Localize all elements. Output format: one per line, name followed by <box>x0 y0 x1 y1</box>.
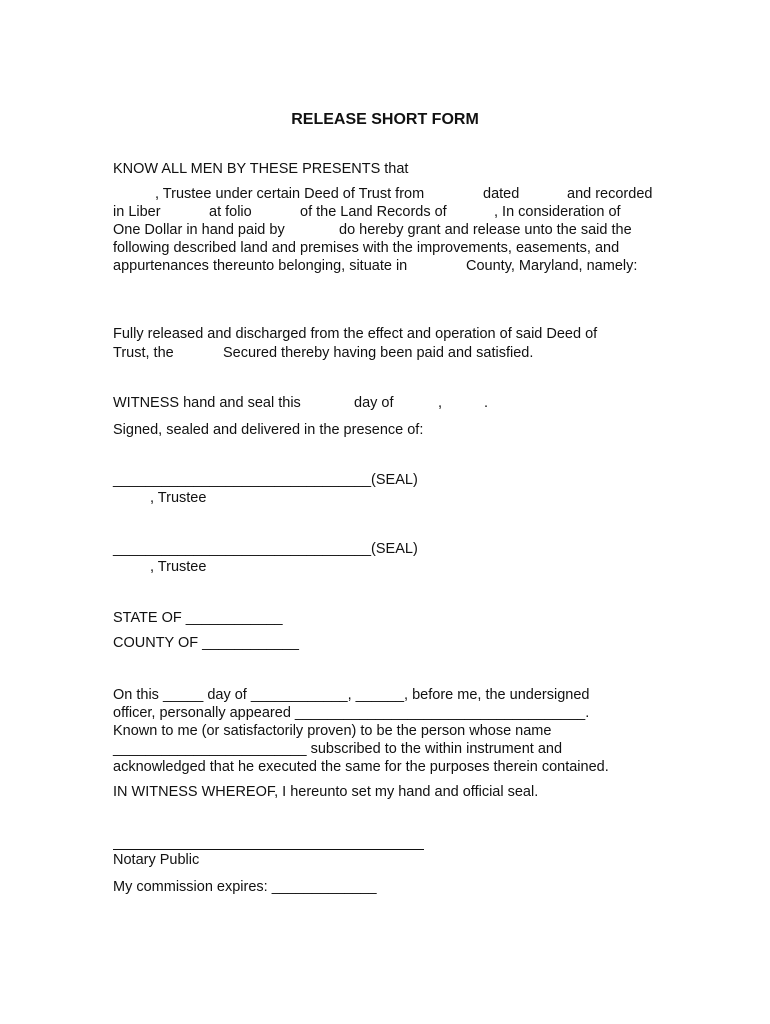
trustee-label-1: , Trustee <box>150 490 207 506</box>
trustee-label-2: , Trustee <box>150 559 207 575</box>
p1-paid-by-text: One Dollar in hand paid by <box>113 222 285 238</box>
p2-line1-text: Fully released and discharged from the effect and operation of said Deed of <box>113 326 598 342</box>
p1-county-text: County, Maryland, namely: <box>466 258 638 274</box>
p1-folio-text: at folio <box>209 204 252 220</box>
commission-expires-text: My commission expires: _____________ <box>113 879 377 895</box>
county-of-text: COUNTY OF ____________ <box>113 635 299 651</box>
p1-land-records-text: of the Land Records of <box>300 204 447 220</box>
p1-dated-text: dated <box>483 186 520 202</box>
p1-grant-text: do hereby grant and release unto the said the <box>339 222 632 238</box>
notary-line-1: On this _____ day of ____________, ______, before me, the undersigned <box>113 687 590 703</box>
p2-secured-text: Secured thereby having been paid and satisfied. <box>223 345 534 361</box>
witness-period: . <box>484 395 489 411</box>
notary-public-label: Notary Public <box>113 852 200 868</box>
signed-sealed-text: Signed, sealed and delivered in the presence of: <box>113 422 424 438</box>
notary-signature-line <box>113 849 424 850</box>
notary-line-5: acknowledged that he executed the same for the purposes therein contained. <box>113 759 609 775</box>
signature-line-1: ________________________________(SEAL) <box>113 472 418 488</box>
witness-day-of-text: day of <box>354 395 394 411</box>
notary-line-2: officer, personally appeared ____________________________________. <box>113 705 590 721</box>
p1-liber-text: in Liber <box>113 204 161 220</box>
p1-appurtenances-text: appurtenances thereunto belonging, situate in <box>113 258 408 274</box>
notary-line-4: ________________________ subscribed to the within instrument and <box>113 741 563 757</box>
in-witness-whereof-text: IN WITNESS WHEREOF, I hereunto set my hand and official seal. <box>113 784 539 800</box>
p1-trustee-text: , Trustee under certain Deed of Trust from <box>155 186 425 202</box>
document-title: RELEASE SHORT FORM <box>291 111 479 128</box>
notary-line-3: Known to me (or satisfactorily proven) to be the person whose name <box>113 723 552 739</box>
witness-comma: , <box>438 395 443 411</box>
signature-line-2: ________________________________(SEAL) <box>113 541 418 557</box>
p1-consideration-text: , In consideration of <box>494 204 621 220</box>
p1-recorded-text: and recorded <box>567 186 653 202</box>
witness-text: WITNESS hand and seal this <box>113 395 301 411</box>
p1-described-text: following described land and premises with the improvements, easements, and <box>113 240 620 256</box>
state-of-text: STATE OF ____________ <box>113 610 283 626</box>
intro-text: KNOW ALL MEN BY THESE PRESENTS that <box>113 161 409 177</box>
p2-trust-text: Trust, the <box>113 345 174 361</box>
